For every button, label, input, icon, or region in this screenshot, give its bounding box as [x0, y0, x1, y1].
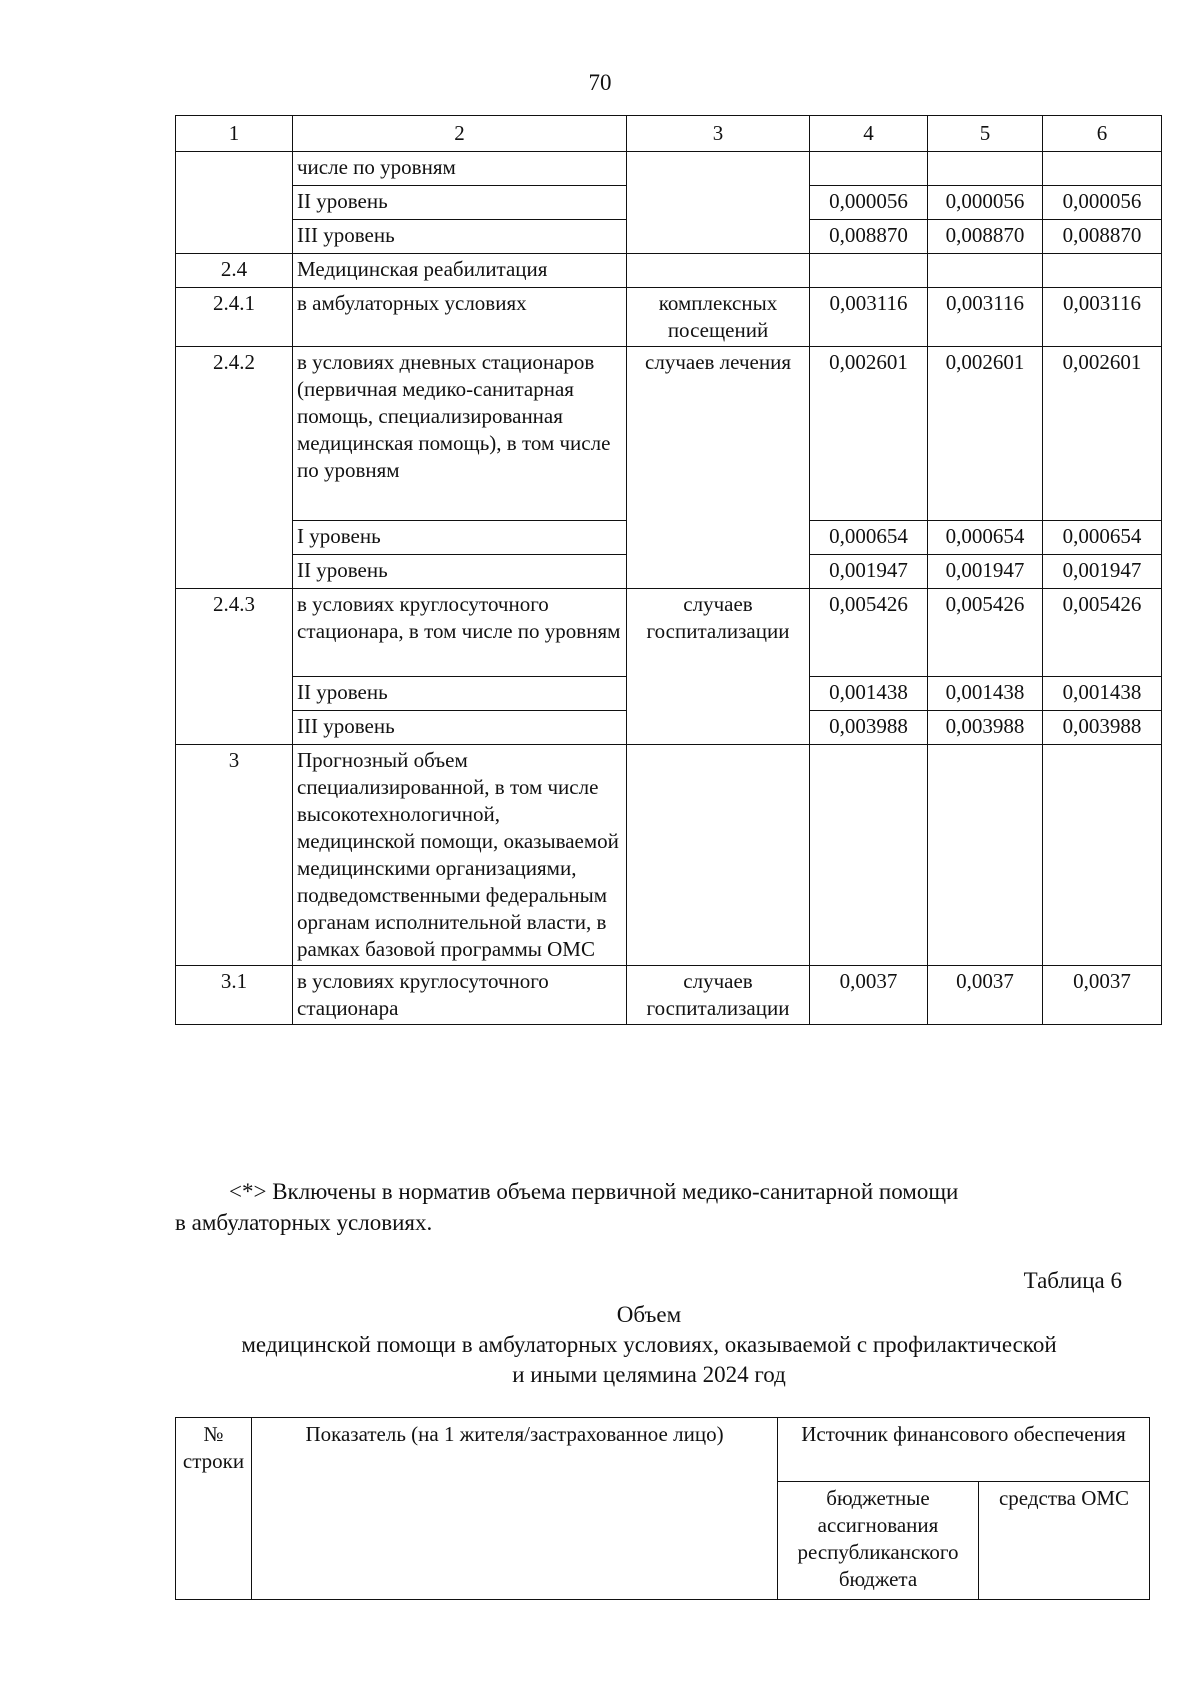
indicator-cell: числе по уровням — [293, 152, 627, 186]
value-cell: 0,000056 — [1043, 186, 1162, 220]
indicator-cell: в условиях круглосуточного стационара — [293, 966, 627, 1025]
indicator-cell: II уровень — [293, 555, 627, 589]
row-number-cell: 3 — [176, 745, 293, 966]
header-cell: 1 — [176, 116, 293, 152]
indicator-cell: III уровень — [293, 711, 627, 745]
ambulatory-volume-table — [175, 1417, 1150, 1600]
indicator-cell: в условиях дневных стационаров (первичная медико-санитарная помощь, специализированная медицинская помощь), в том числе по уровням — [293, 347, 627, 521]
value-cell — [1043, 254, 1162, 288]
value-cell — [928, 745, 1043, 966]
row-number-cell — [176, 152, 293, 254]
row-number-cell: 2.4 — [176, 254, 293, 288]
table-row — [176, 347, 1162, 521]
value-cell — [928, 254, 1043, 288]
value-cell — [810, 745, 928, 966]
value-cell: 0,003116 — [810, 288, 928, 347]
header-cell: 2 — [293, 116, 627, 152]
table-row — [176, 589, 1162, 677]
unit-cell: случаев госпитализации — [627, 589, 810, 745]
value-cell: 0,000654 — [1043, 521, 1162, 555]
unit-cell — [627, 152, 810, 254]
indicator-cell: в условиях круглосуточного стационара, в том числе по уровням — [293, 589, 627, 677]
value-cell: 0,003988 — [1043, 711, 1162, 745]
value-cell: 0,000654 — [810, 521, 928, 555]
indicator-cell: Медицинская реабилитация — [293, 254, 627, 288]
unit-cell — [627, 254, 810, 288]
value-cell: 0,000056 — [928, 186, 1043, 220]
value-cell: 0,001947 — [810, 555, 928, 589]
unit-cell — [627, 745, 810, 966]
table-row — [176, 254, 1162, 288]
value-cell: 0,002601 — [810, 347, 928, 521]
value-cell — [1043, 745, 1162, 966]
unit-cell: случаев лечения — [627, 347, 810, 589]
value-cell: 0,001438 — [810, 677, 928, 711]
header-cell: № строки — [176, 1418, 252, 1600]
indicator-cell: в амбулаторных условиях — [293, 288, 627, 347]
footnote — [175, 1176, 1160, 1238]
table-title — [175, 1300, 1123, 1390]
volume-table — [175, 115, 1162, 1025]
value-cell: 0,000056 — [810, 186, 928, 220]
row-number-cell: 2.4.2 — [176, 347, 293, 589]
header-cell: Показатель (на 1 жителя/застрахованное лицо) — [252, 1418, 778, 1600]
table-header-row — [176, 116, 1162, 152]
value-cell: 0,003988 — [810, 711, 928, 745]
value-cell: 0,005426 — [810, 589, 928, 677]
value-cell: 0,002601 — [928, 347, 1043, 521]
value-cell: 0,0037 — [810, 966, 928, 1025]
indicator-cell: II уровень — [293, 186, 627, 220]
indicator-cell: II уровень — [293, 677, 627, 711]
table-row — [176, 152, 1162, 186]
footnote-line: <*> Включены в норматив объема первичной медико-санитарной помощи — [229, 1179, 959, 1204]
header-cell: бюджетные ассигнования республиканского бюджета — [778, 1482, 979, 1600]
indicator-cell: I уровень — [293, 521, 627, 555]
footnote-line: в амбулаторных условиях. — [175, 1210, 433, 1235]
header-cell: 4 — [810, 116, 928, 152]
header-cell: 5 — [928, 116, 1043, 152]
value-cell: 0,008870 — [810, 220, 928, 254]
row-number-cell: 2.4.1 — [176, 288, 293, 347]
header-cell: средства ОМС — [979, 1482, 1150, 1600]
table-row — [176, 966, 1162, 1025]
value-cell: 0,005426 — [1043, 589, 1162, 677]
table-header-row — [176, 1418, 1150, 1482]
row-number-cell: 3.1 — [176, 966, 293, 1025]
value-cell: 0,002601 — [1043, 347, 1162, 521]
indicator-cell: III уровень — [293, 220, 627, 254]
value-cell: 0,001947 — [928, 555, 1043, 589]
table-title-line: медицинской помощи в амбулаторных условиях, оказываемой с профилактической — [241, 1332, 1057, 1357]
value-cell: 0,008870 — [1043, 220, 1162, 254]
value-cell: 0,005426 — [928, 589, 1043, 677]
value-cell: 0,003116 — [928, 288, 1043, 347]
value-cell: 0,001438 — [928, 677, 1043, 711]
value-cell: 0,003988 — [928, 711, 1043, 745]
table-row — [176, 288, 1162, 347]
value-cell: 0,0037 — [1043, 966, 1162, 1025]
value-cell — [1043, 152, 1162, 186]
page-number: 70 — [588, 70, 612, 95]
value-cell — [928, 152, 1043, 186]
value-cell: 0,003116 — [1043, 288, 1162, 347]
header-cell: 6 — [1043, 116, 1162, 152]
row-number-cell: 2.4.3 — [176, 589, 293, 745]
table-number-label: Таблица 6 — [1023, 1268, 1122, 1293]
table-row — [176, 745, 1162, 966]
value-cell: 0,001438 — [1043, 677, 1162, 711]
value-cell — [810, 152, 928, 186]
value-cell — [810, 254, 928, 288]
table-title-line: Объем — [616, 1302, 682, 1327]
value-cell: 0,001947 — [1043, 555, 1162, 589]
table-title-line: и иными целямина 2024 год — [512, 1362, 786, 1387]
unit-cell: комплексных посещений — [627, 288, 810, 347]
header-cell: Источник финансового обеспечения — [778, 1418, 1150, 1482]
unit-cell: случаев госпитализации — [627, 966, 810, 1025]
value-cell: 0,000654 — [928, 521, 1043, 555]
header-cell: 3 — [627, 116, 810, 152]
indicator-cell: Прогнозный объем специализированной, в том числе высокотехнологичной, медицинской помощи, оказываемой медицинскими организациями, подведомственными федеральным органам исполнительной власти, в рамках базовой программы ОМС — [293, 745, 627, 966]
value-cell: 0,008870 — [928, 220, 1043, 254]
value-cell: 0,0037 — [928, 966, 1043, 1025]
